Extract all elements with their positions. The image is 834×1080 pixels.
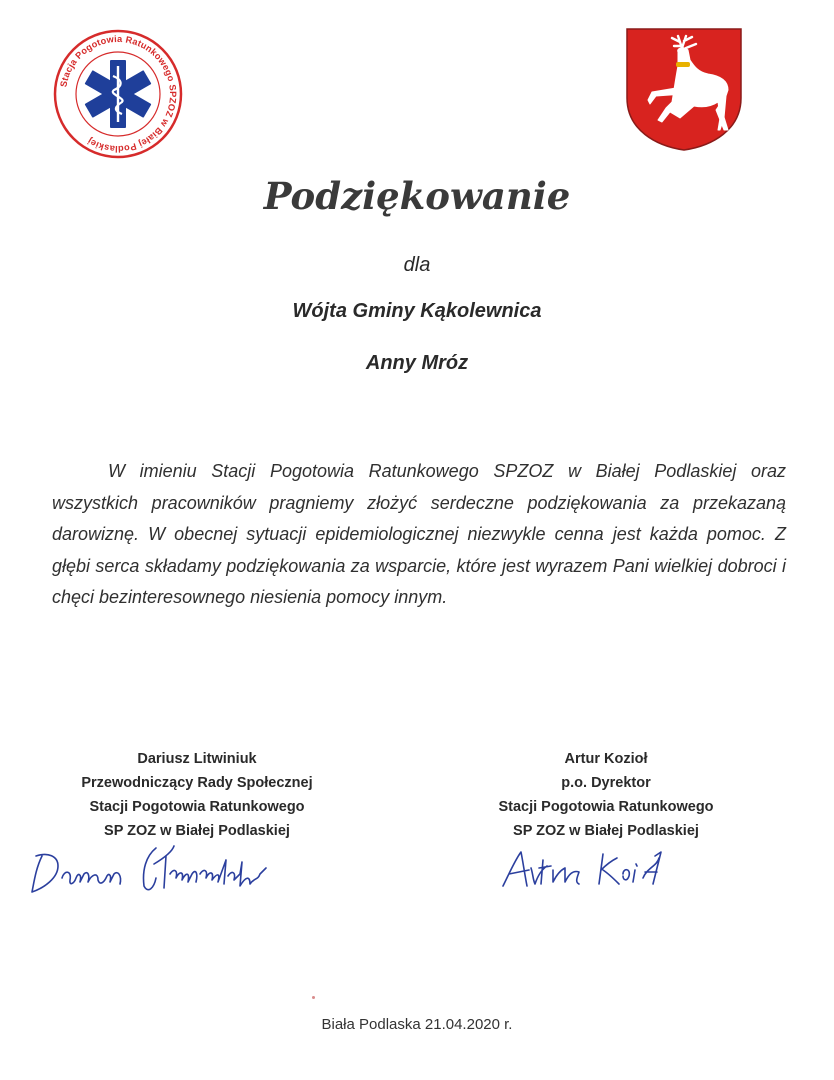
coat-of-arms [624, 26, 744, 152]
signatory-right-org2: SP ZOZ w Białej Podlaskiej [513, 823, 699, 839]
handwritten-signature-left [14, 838, 284, 902]
recipient-title: Wójta Gminy Kąkolewnica [292, 300, 542, 322]
star-of-life-icon [52, 28, 184, 160]
dedication-preposition: dla [403, 254, 431, 276]
signatory-right-org1: Stacji Pogotowia Ratunkowego [498, 799, 714, 815]
svg-text:Stacja Pogotowia Ratunkowego S: Stacja Pogotowia Ratunkowego SPZOZ w Białej Podlaskiej [58, 33, 179, 155]
signatory-left [52, 747, 342, 843]
signatory-right [458, 747, 754, 843]
signatory-right-name: Artur Kozioł [564, 751, 648, 767]
signatory-left-org1: Stacji Pogotowia Ratunkowego [89, 799, 305, 815]
recipient-name: Anny Mróz [365, 352, 469, 374]
place-and-date: Biała Podlaska 21.04.2020 r. [321, 1016, 513, 1033]
signatory-left-name: Dariusz Litwiniuk [137, 751, 257, 767]
signatory-left-org2: SP ZOZ w Białej Podlaskiej [104, 823, 290, 839]
white-deer-on-red-shield-icon [624, 26, 744, 152]
handwritten-signature-right [495, 838, 685, 894]
body-paragraph [52, 456, 786, 614]
signatory-right-role: p.o. Dyrektor [561, 775, 651, 791]
signatory-left-role: Przewodniczący Rady Społecznej [81, 775, 313, 791]
ambulance-station-logo [52, 28, 184, 160]
scan-speck [312, 996, 315, 999]
body-text: W imieniu Stacji Pogotowia Ratunkowego SPZOZ w Białej Podlaskiej oraz wszystkich pracowników pragniemy złożyć serdeczne podziękowania za przekazaną darowiznę. W obecnej sytuacji epidemiologicznej niezwykle cenna jest każda pomoc. Z głębi serca składamy podziękowania za wsparcie, które jest wyrazem Pani wielkiej dobroci i chęci bezinteresownego niesienia pomocy innym. [52, 461, 786, 607]
document-title: Podziękowanie [263, 174, 571, 218]
